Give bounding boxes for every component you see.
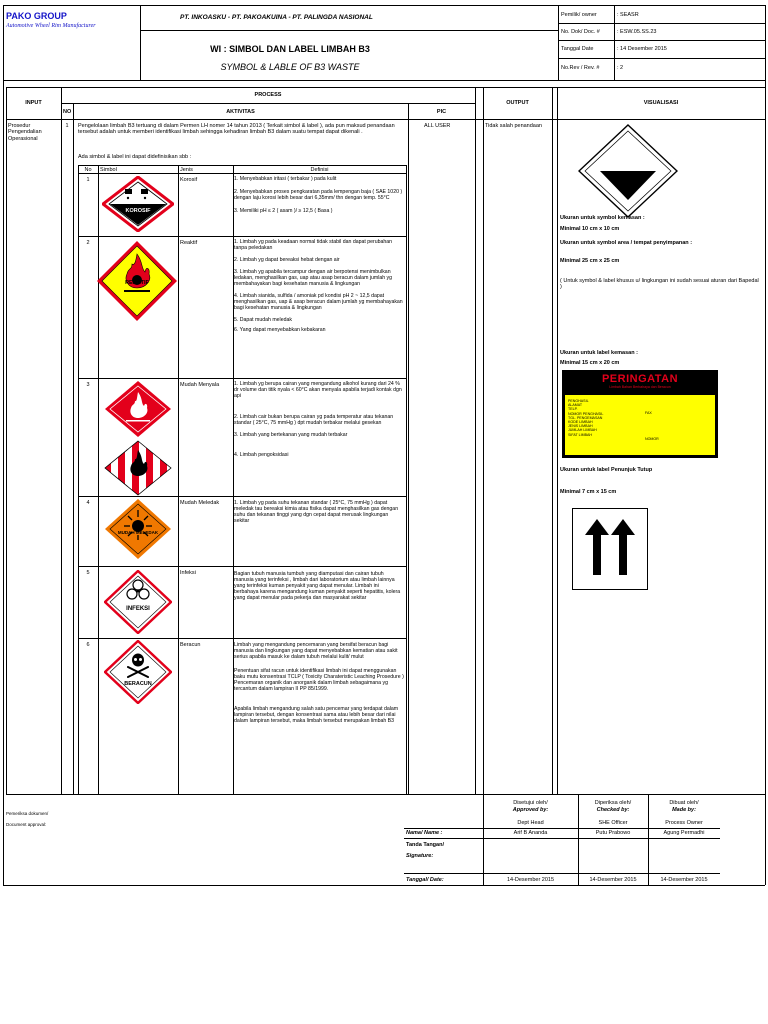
def-2-1: 1. Limbah yg pada keadaan normal tidak stabil dan dapat perubahan tanpa peledakan	[234, 239, 393, 251]
def-3-3: 3. Limbah yang bertekanan yang mudah terbakar	[234, 432, 348, 438]
intro-text: Pengelolaan limbah B3 tertuang di dalam Permen LH nomer 14 tahun 2013 ( Terkait simbol & label ), ada pun maksud penandaan tersebut adalah untuk memberi identifikasi limbah sehingga kehadiran limbah B3 dalam suatu tempat dapat dikenali .	[78, 123, 395, 136]
def-6-2: Penentuan sifat racun untuk identifikasi limbah ini dapat menggunakan baku mutu konsentrasi TCLP ( Toxicity Charateristic Leaching Prosedure ) Pencemaran organik dan anorganik dalam limbah sebagaimana yg tercantum dalam lampiran II PP 85/1999.	[234, 668, 404, 692]
symbol-5-jenis: Infeksi	[180, 570, 196, 576]
header-no: NO	[63, 109, 72, 115]
vis-tutup-size: Ukuran untuk label Penunjuk Tutup	[560, 467, 653, 473]
intro-text-2: Ada simbol & label ini dapat didefinisikan sbb :	[78, 154, 192, 160]
meta-rev-label: No.Rev / Rev. #	[561, 65, 600, 71]
approved-by-id: Disetujui oleh/	[513, 800, 548, 806]
vis-area-size: Ukuran untuk symbol area / tempat penyimpanan :	[560, 240, 693, 246]
company-name: PAKO GROUP	[6, 11, 67, 21]
label-field-alamat: ALAMAT	[568, 403, 583, 408]
mudah-menyala-liquid-icon	[104, 380, 172, 438]
company-tagline: Automotive Wheel Rim Manufacturer	[6, 23, 96, 29]
def-6-3: Apabila limbah mengandung salah satu pencemar yang terdapat dalam lampiran tersebut, dengan konsentrasi sama atau lebih besar dari nilai dalam lampiran tersebut, maka limbah tersebut merupakan limbah B3	[234, 706, 399, 724]
made-by-date: 14-Desember 2015	[660, 877, 708, 883]
label-field-jumlah: JUMLAH LIMBAH	[568, 428, 597, 433]
warning-label-panel	[562, 370, 718, 458]
approval-nama-label: Nama/ Name :	[406, 830, 443, 836]
made-by-en: Made by:	[672, 807, 696, 813]
document-title: WI : SIMBOL DAN LABEL LIMBAH B3	[210, 44, 370, 54]
label-field-nomor-penghasil: NOMOR PENGHASIL	[568, 411, 604, 416]
infeksi-symbol-label: INFEKSI	[126, 606, 150, 612]
symbol-6-definisi	[234, 642, 404, 724]
label-field-telp: TELP.	[568, 407, 578, 412]
meta-owner-label: Pemilik/ owner	[561, 12, 597, 18]
symbol-3-jenis: Mudah Menyala	[180, 382, 220, 388]
def-2-4: 4. Limbah sianida, sulfida / amoniak pd kondisi pH 2 ~ 12,5 dapat menghasilkan gas, uap & asap beracun dalam jumlah yg membahayakan bagi kesehatan manusia & lingkungan	[234, 293, 403, 311]
symbol-5-no: 5	[86, 570, 90, 576]
approval-pemeriksa: Pemeriksa dokumen/	[6, 811, 49, 816]
made-by-role: Process Owner	[665, 820, 703, 826]
inner-header-jenis: Jenis	[180, 167, 193, 173]
vis-area-min: Minimal 25 cm x 25 cm	[560, 258, 620, 264]
warning-label-title: PERINGATAN	[601, 373, 679, 385]
meta-date-label: Tanggal Date	[561, 46, 594, 52]
meta-date-value: : 14 Desember 2015	[617, 46, 667, 52]
checked-by-id: Diperiksa oleh/	[594, 800, 632, 806]
header-output: OUTPUT	[506, 100, 529, 106]
symbol-4-jenis: Mudah Meledak	[180, 500, 220, 506]
approved-by-date: 14-Desember 2015	[506, 877, 555, 883]
symbol-3-no: 3	[86, 382, 90, 388]
vis-area-note: ( Untuk symbol & label khusus u/ lingkungan ini sudah sesuai aturan dari Bapedal )	[560, 278, 759, 291]
label-field-jenis: JENIS LIMBAH	[568, 424, 593, 429]
this-side-up-arrows-icon	[572, 508, 648, 590]
symbol-4-definisi	[234, 500, 404, 524]
meta-owner-value: : SEASR	[617, 12, 639, 18]
symbol-1-definisi	[234, 176, 404, 214]
symbol-6-no: 6	[86, 642, 90, 648]
label-field-kode: KODE LIMBAH	[568, 420, 593, 425]
label-field-nomor: NOMOR	[645, 437, 659, 441]
header-pic: PIC	[436, 109, 447, 115]
meta-doc-value: : ESW.05.SS.23	[617, 29, 657, 35]
vis-label-size: Ukuran untuk label kemasan :	[560, 350, 638, 356]
def-5-1: Bagian tubuh manusia tumbuh yang diamputasi dan cairan tubuh manusia yang terinfeksi , limbah dari laboratorium atau limbah lainnya yang terinfeksi kuman penyakit yang dapat menular. Limbah ini berbahaya karena mengandung kuman penyakit seperti hepatitis, kolera yang dapat menular pada pekerja dan masyarakat sekitar	[234, 571, 401, 601]
header-visualisasi: VISUALISASI	[643, 100, 679, 106]
approval-tanggal-label: Tanggal/ Date:	[406, 877, 444, 883]
approval-tanda-label: Tanda Tangan/	[406, 842, 444, 848]
symbol-6-jenis: Beracun	[180, 642, 201, 648]
beracun-symbol-label: BERACUN	[124, 681, 152, 687]
def-3-2: 2. Limbah cair bukan berupa cairan yg pada temperatur atau tekanan standar ( 25°C, 75 mmHg ) dpt mudah terbakar melalui gesekan	[234, 414, 394, 426]
vis-tutup-min: Minimal 7 cm x 15 cm	[560, 489, 617, 495]
vis-kemasan-size: Ukuran untuk symbol kemasan :	[560, 215, 645, 221]
korosif-symbol-icon	[102, 176, 174, 232]
made-by-name: Agung Permadhi	[663, 830, 705, 836]
made-by-id: Dibuat oleh/	[669, 800, 699, 806]
beracun-symbol-icon	[104, 640, 172, 704]
inner-header-simbol: Simbol	[100, 167, 117, 173]
symbol-1-no: 1	[86, 177, 90, 183]
def-3-4: 4. Limbah pengoksidasi	[234, 452, 289, 458]
infeksi-symbol-icon	[104, 570, 172, 634]
checked-by-role: SHE Officer	[598, 820, 628, 826]
row-no: 1	[65, 123, 69, 129]
symbol-4-no: 4	[86, 500, 90, 506]
symbol-3-definisi	[234, 381, 404, 458]
def-6-1: Limbah yang mengandung pencemaran yang bersifat beracun bagi manusia dan lingkungan yang dapat menyebabkan kematian atau sakit serius apabila masuk ke dalam tubuh melalui kulit/ mulut	[234, 642, 398, 660]
mudah-meledak-symbol-icon	[104, 498, 172, 560]
label-field-sifat: SIFAT LIMBAH	[568, 432, 593, 437]
approval-doc: Document approval:	[6, 822, 47, 827]
label-field-penghasil: PENGHASIL	[568, 399, 589, 403]
symbol-2-no: 2	[86, 240, 90, 246]
def-1-3: 3. Memiliki pH ≤ 2 ( asam )/ ≥ 12,5 ( Basa )	[234, 208, 333, 214]
header-process: PROCESS	[254, 92, 282, 98]
def-2-5: 5. Dapat mudah meledak	[234, 317, 292, 323]
meta-rev-value: : 2	[617, 65, 624, 71]
approved-by-role: Dept Head	[517, 820, 544, 826]
warning-label-subtitle: Limbah Bahan Berbahaya dan Beracun	[609, 385, 671, 389]
checked-by-name: Putu Prabowo	[595, 830, 631, 836]
checked-by-date: 14-Desember 2015	[589, 877, 637, 883]
output-value: Tidak salah penandaan	[485, 123, 542, 129]
reaktif-symbol-label: REAKTIF	[125, 280, 149, 286]
symbol-2-definisi	[234, 239, 404, 333]
warning-label-form	[565, 395, 715, 455]
def-1-1: 1. Menyebabkan iritasi ( terbakar ) pada kulit	[234, 176, 337, 182]
mudah-menyala-solid-icon	[104, 440, 172, 496]
input-text: Prosedur Pengendalian Operasional	[8, 123, 42, 142]
label-field-fax: FAX	[645, 411, 652, 415]
symbol-5-definisi	[234, 571, 404, 601]
label-field-tgl: TGL. PENGEMASAN	[568, 415, 603, 420]
symbol-2-jenis: Reaktif	[180, 240, 198, 246]
def-2-6: 6. Yang dapat menyebabkan kebakaran	[234, 327, 326, 333]
vis-kemasan-min: Minimal 10 cm x 10 cm	[560, 226, 620, 232]
header-input: INPUT	[25, 100, 42, 106]
inner-header-no: No	[84, 167, 92, 173]
checked-by-en: Checked by:	[596, 807, 630, 813]
approved-by-name: Arif B Ananda	[513, 830, 548, 836]
pic-value: ALL USER	[424, 123, 451, 129]
symbol-1-jenis: Korosif	[180, 177, 198, 183]
inner-header-definisi: Definisi	[310, 167, 329, 173]
group-companies: PT. INKOASKU - PT. PAKOAKUINA - PT. PALINGDA NASIONAL	[180, 14, 373, 21]
area-symbol-diamond-icon	[578, 124, 678, 218]
approval-signature-label: Signature:	[406, 853, 434, 859]
def-4-1: 1. Limbah yg pada suhu tekanan standar ( 25°C, 75 mmHg ) dapat meledak tau bereaksi kimia atau fisika dapat menghasilkan gas dengan suhu dan tekanan tinggi yang dgn cepat dapat merusak lingkungan sekitar	[234, 500, 399, 524]
def-1-2: 2. Menyebabkan proses pengkaratan pada lempengan baja ( SAE 1020 ) dengan laju korosi lebih besar dari 6,35mm/ thn dengan temp. 55°C	[234, 189, 403, 201]
mudah-meledak-symbol-label: MUDAH MELEDAK	[117, 530, 159, 535]
vis-label-min: Minimal 15 cm x 20 cm	[560, 360, 620, 366]
meta-doc-label: No. Dok/ Doc. #	[561, 29, 600, 35]
def-3-1: 1. Limbah yg berupa cairan yang mengandung alkohol kurang dari 24 % dr volume dan titik nyala < 60°C akan menyala apabila terjadi kontak dgn api	[234, 381, 402, 399]
korosif-symbol-label: KOROSIF	[125, 208, 151, 214]
document-subtitle: SYMBOL & LABLE OF B3 WASTE	[220, 62, 360, 72]
approved-by-en: Approved by:	[512, 807, 549, 813]
def-2-3: 3. Limbah yg apabila tercampur dengan air berpotensi menimbulkan ledakan, menghasilkan gas, uap atau asap beracun dalam jumlah yg membahayakan bagi kesehatan manusia & lingkungan	[234, 269, 393, 287]
def-2-2: 2. Limbah yg dapat bereaksi hebat dengan air	[234, 257, 340, 263]
header-aktivitas: AKTIVITAS	[226, 109, 255, 115]
